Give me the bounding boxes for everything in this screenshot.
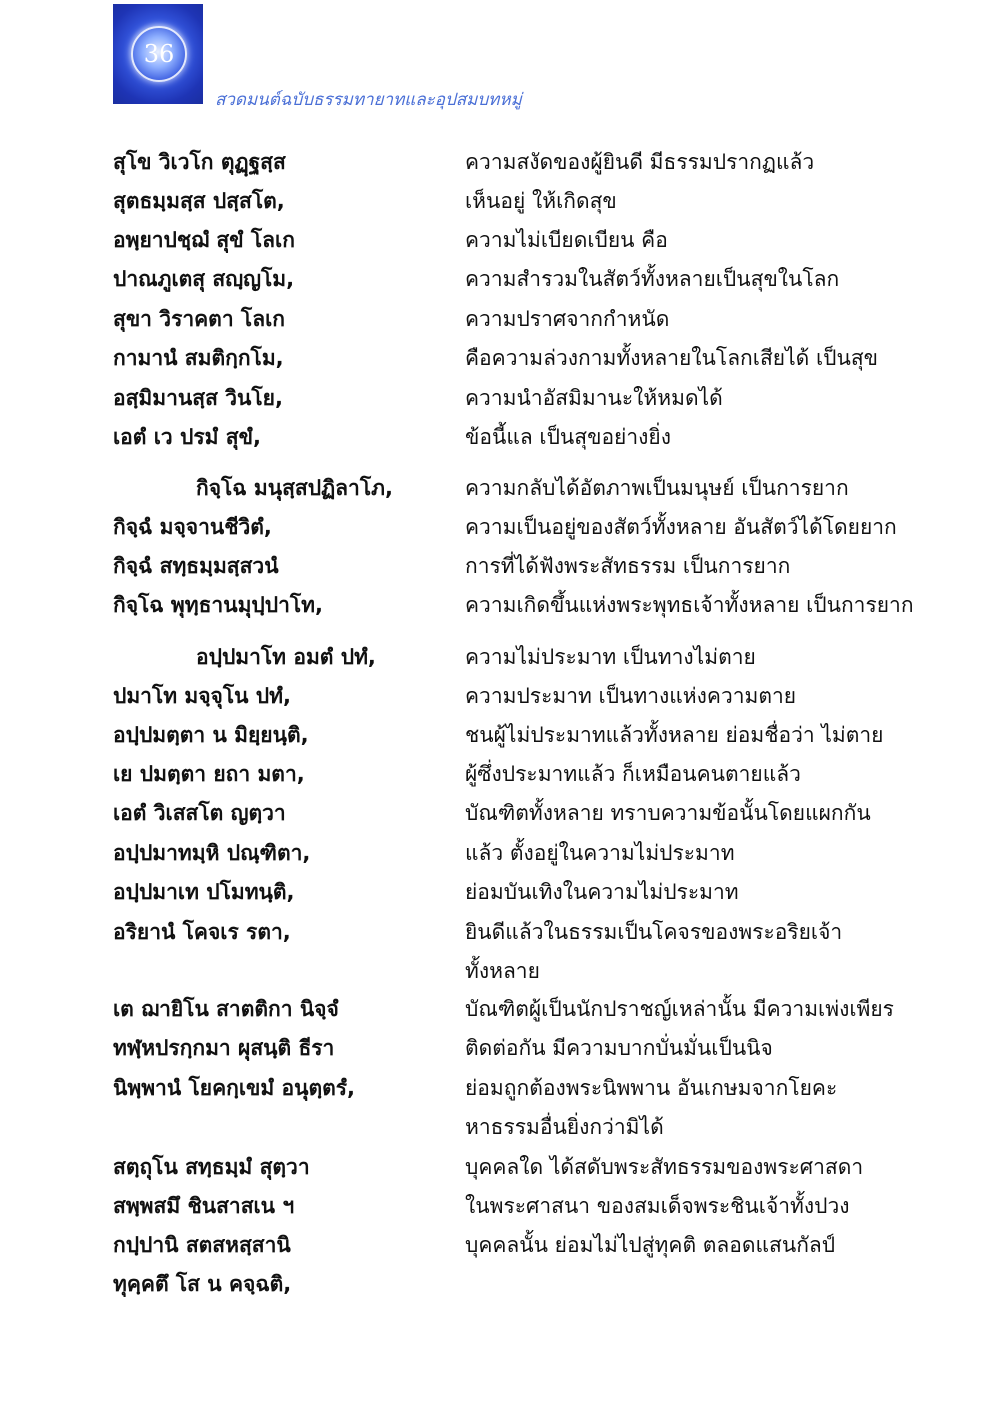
pali-line: กิจฺโฉ มนุสฺสปฏิลาโภ, — [196, 476, 393, 500]
translation-line: ยินดีแล้วในธรรมเป็นโคจรของพระอริยเจ้า — [465, 920, 843, 944]
pali-line: ปาณภูเตสุ สญฺญโม, — [113, 267, 295, 291]
pali-line: เอตํ วิเสสโต ญตฺวา — [113, 801, 286, 825]
pali-line: ทฬฺหปรกฺกมา ผุสนฺติ ธีรา — [113, 1036, 335, 1060]
pali-line: สตฺถุโน สทฺธมฺมํ สุตฺวา — [113, 1155, 310, 1179]
pali-line: กิจฺฉํ มจฺจานชีวิตํ, — [113, 515, 272, 539]
pali-line: กิจฺโฉ พุทฺธานมุปฺปาโท, — [113, 593, 323, 617]
translation-line: ข้อนี้แล เป็นสุขอย่างยิ่ง — [465, 425, 671, 449]
pali-line: ปมาโท มจฺจุโน ปทํ, — [113, 684, 291, 708]
translation-line: ความเป็นอยู่ของสัตว์ทั้งหลาย อันสัตว์ได้โดยยาก — [465, 515, 897, 539]
translation-line: บัณฑิตทั้งหลาย ทราบความข้อนั้นโดยแผกกัน — [465, 801, 871, 825]
pali-line: ทุคฺคตึ โส น คจฺฉติ, — [113, 1272, 292, 1296]
translation-line: คือความล่วงกามทั้งหลายในโลกเสียได้ เป็นสุข — [465, 346, 878, 370]
translation-line: เห็นอยู่ ให้เกิดสุข — [465, 189, 617, 213]
translation-line: หาธรรมอื่นยิ่งกว่ามิได้ — [465, 1115, 664, 1139]
pali-line: เต ฌายิโน สาตติกา นิจฺจํ — [113, 997, 339, 1021]
translation-line: ความประมาท เป็นทางแห่งความตาย — [465, 684, 797, 708]
pali-line: กามานํ สมติกฺกโม, — [113, 346, 284, 370]
pali-line: สพฺพสมึ ชินสาสเน ฯ — [113, 1194, 295, 1218]
pali-line: กปฺปานิ สตสหสฺสานิ — [113, 1233, 291, 1257]
pali-line: สุตธมฺมสฺส ปสฺสโต, — [113, 189, 285, 213]
translation-line: ในพระศาสนา ของสมเด็จพระชินเจ้าทั้งปวง — [465, 1194, 850, 1218]
pali-line: เย ปมตฺตา ยถา มตา, — [113, 762, 305, 786]
translation-line: ความไม่ประมาท เป็นทางไม่ตาย — [465, 645, 756, 669]
translation-line: ความกลับได้อัตภาพเป็นมนุษย์ เป็นการยาก — [465, 476, 849, 500]
translation-line: ความเกิดขึ้นแห่งพระพุทธเจ้าทั้งหลาย เป็นการยาก — [465, 593, 914, 617]
pali-line: อปฺปมาทมฺหิ ปณฺฑิตา, — [113, 841, 311, 865]
translation-line: ชนผู้ไม่ประมาทแล้วทั้งหลาย ย่อมชื่อว่า ไม่ตาย — [465, 723, 884, 747]
page-number: 36 — [131, 26, 187, 82]
pali-line: สุขา วิราคตา โลเก — [113, 307, 285, 331]
translation-line: ความสำรวมในสัตว์ทั้งหลายเป็นสุขในโลก — [465, 267, 840, 291]
translation-line: ติดต่อกัน มีความบากบั่นมั่นเป็นนิจ — [465, 1036, 773, 1060]
translation-line: แล้ว ตั้งอยู่ในความไม่ประมาท — [465, 841, 735, 865]
pali-line: เอตํ เว ปรมํ สุขํ, — [113, 425, 261, 449]
translation-line: บุคคลใด ได้สดับพระสัทธรรมของพระศาสดา — [465, 1155, 864, 1179]
translation-line: ความไม่เบียดเบียน คือ — [465, 228, 668, 252]
pali-line: อปฺปมาโท อมตํ ปทํ, — [196, 645, 376, 669]
pali-line: อริยานํ โคจเร รตา, — [113, 920, 291, 944]
pali-line: นิพฺพานํ โยคกฺเขมํ อนุตฺตรํ, — [113, 1076, 356, 1100]
translation-line: ความนำอัสมิมานะให้หมดได้ — [465, 386, 723, 410]
pali-line: อปฺปมาเท ปโมทนฺติ, — [113, 880, 295, 904]
translation-line: ผู้ซึ่งประมาทแล้ว ก็เหมือนคนตายแล้ว — [465, 762, 801, 786]
translation-line: ความปราศจากกำหนัด — [465, 307, 670, 331]
translation-line: ความสงัดของผู้ยินดี มีธรรมปรากฏแล้ว — [465, 150, 815, 174]
translation-line: บุคคลนั้น ย่อมไม่ไปสู่ทุคติ ตลอดแสนกัลป์ — [465, 1233, 836, 1257]
pali-line: กิจฺฉํ สทฺธมฺมสฺสวนํ — [113, 554, 279, 578]
pali-line: อพฺยาปชฺฌํ สุขํ โลเก — [113, 228, 295, 252]
header-title: สวดมนต์ฉบับธรรมทายาทและอุปสมบทหมู่ — [215, 90, 522, 110]
translation-line: บัณฑิตผู้เป็นนักปราชญ์เหล่านั้น มีความเพ่งเพียร — [465, 997, 894, 1021]
pali-line: อสฺมิมานสฺส วินโย, — [113, 386, 283, 410]
translation-line: ทั้งหลาย — [465, 959, 540, 983]
translation-line: ย่อมบันเทิงในความไม่ประมาท — [465, 880, 739, 904]
translation-line: การที่ได้ฟังพระสัทธรรม เป็นการยาก — [465, 554, 791, 578]
pali-line: สุโข วิเวโก ตุฏฺฐสฺส — [113, 150, 286, 174]
pali-line: อปฺปมตฺตา น มิยฺยนฺติ, — [113, 723, 309, 747]
translation-line: ย่อมถูกต้องพระนิพพาน อันเกษมจากโยคะ — [465, 1076, 838, 1100]
